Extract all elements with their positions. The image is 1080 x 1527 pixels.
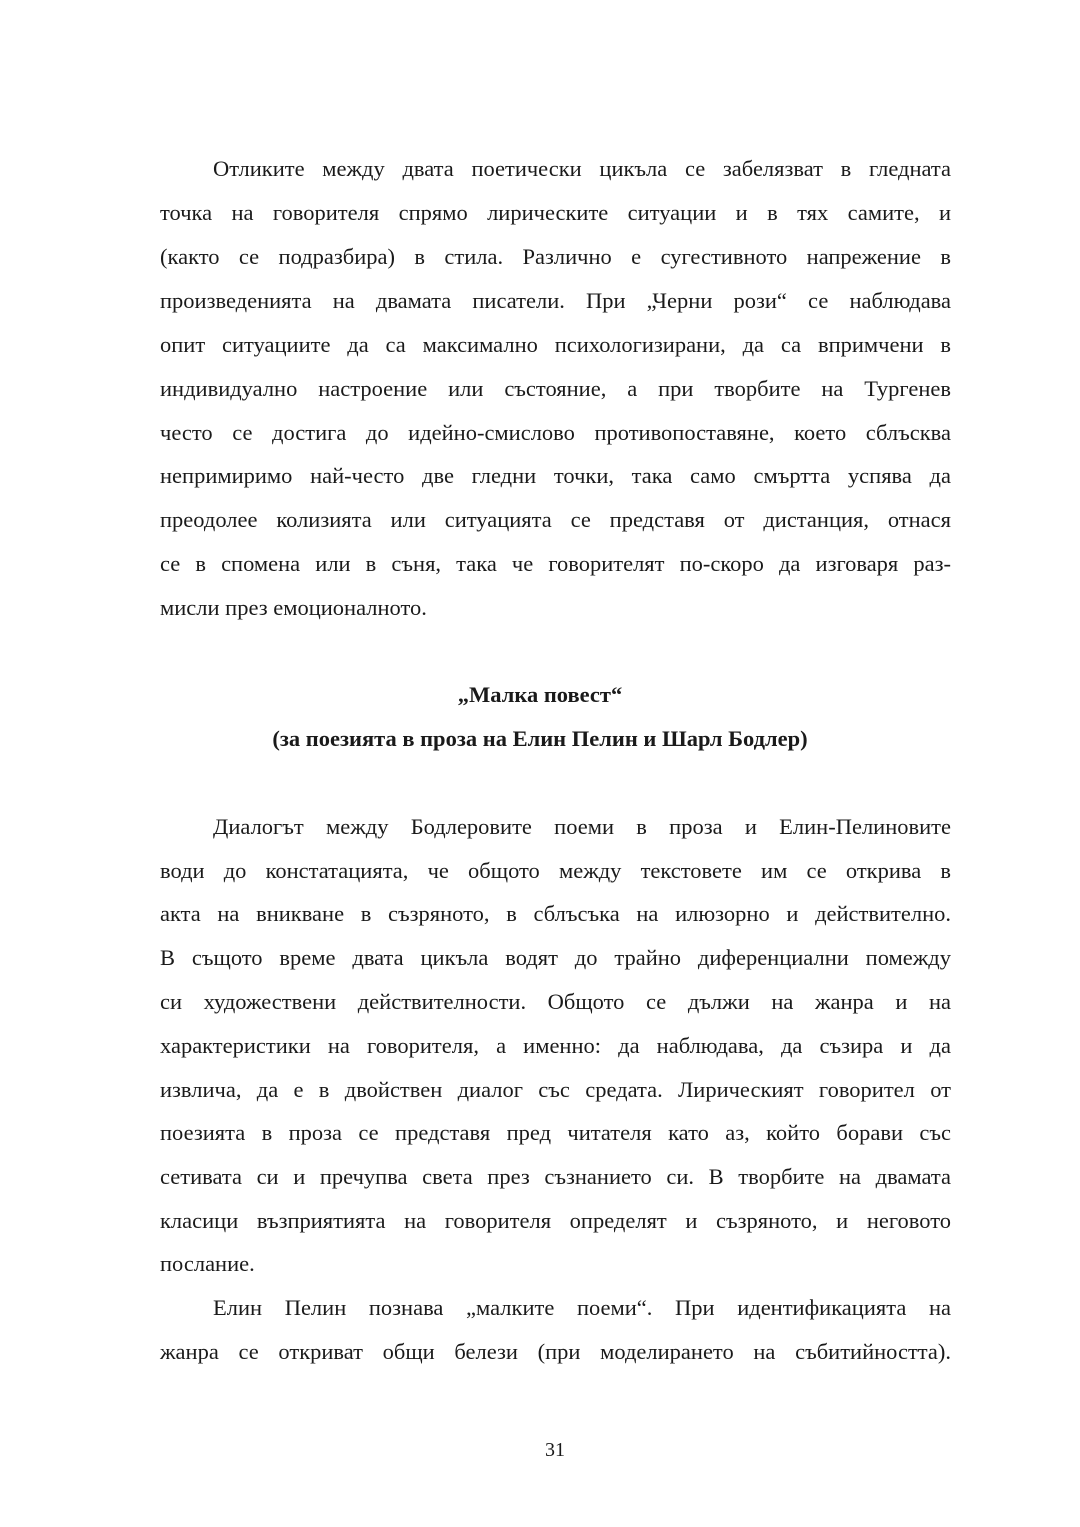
text-line: преодолее колизията или ситуацията се представя от дистанция, отнася xyxy=(160,507,951,532)
text-line: често се достига до идейно-смислово противопоставяне, което сблъсква xyxy=(160,420,951,445)
section-subtitle: (за поезията в проза на Елин Пелин и Шарл Бодлер) xyxy=(272,726,808,751)
text-line: сетивата си и пречупва света през съзнанието си. В творбите на двамата xyxy=(160,1164,951,1189)
page-number: 31 xyxy=(545,1439,565,1461)
text-line: точка на говорителя спрямо лирическите ситуации и в тях самите, и xyxy=(160,200,951,225)
text-line: поезията в проза се представя пред читателя като аз, който борави със xyxy=(160,1120,951,1145)
text-line: индивидуално настроение или състояние, а при творбите на Тургенев xyxy=(160,376,951,401)
text-line: Отликите между двата поетически цикъла се забелязват в гледната xyxy=(213,156,951,181)
text-line: жанра се откриват общи белези (при моделирането на събитийността). xyxy=(160,1339,951,1364)
text-line: води до констатацията, че общото между текстовете им се открива в xyxy=(160,858,951,883)
text-line: произведенията на двамата писатели. При „Черни рози“ се наблюдава xyxy=(160,288,951,313)
text-line: опит ситуациите да са максимално психологизирани, да са впримчени в xyxy=(160,332,951,357)
text-line: (както се подразбира) в стила. Различно е сугестивното напрежение в xyxy=(160,244,951,269)
text-line: извлича, да е в двойствен диалог със средата. Лирическият говорител от xyxy=(160,1077,951,1102)
text-line: Елин Пелин познава „малките поеми“. При идентификацията на xyxy=(213,1295,951,1320)
text-line: характеристики на говорителя, а именно: да наблюдава, да съзира и да xyxy=(160,1033,951,1058)
text-line: послание. xyxy=(160,1251,255,1276)
text-line: си художествени действителности. Общото се дължи на жанра и на xyxy=(160,989,951,1014)
text-line: акта на вникване в съзряното, в сблъсъка на илюзорно и действително. xyxy=(160,901,951,926)
section-title: „Малка повест“ xyxy=(457,682,623,707)
text-line: класици възприятията на говорителя определят и съзряното, и неговото xyxy=(160,1208,951,1233)
text-line: В същото време двата цикъла водят до трайно диференциални помежду xyxy=(160,945,951,970)
text-line: непримиримо най-често две гледни точки, така само смъртта успява да xyxy=(160,463,951,488)
text-line: мисли през емоционалното. xyxy=(160,595,427,620)
text-line: Диалогът между Бодлеровите поеми в проза и Елин-Пелиновите xyxy=(213,814,951,839)
text-line: се в спомена или в съня, така че говорителят по-скоро да изговаря раз- xyxy=(160,551,951,576)
